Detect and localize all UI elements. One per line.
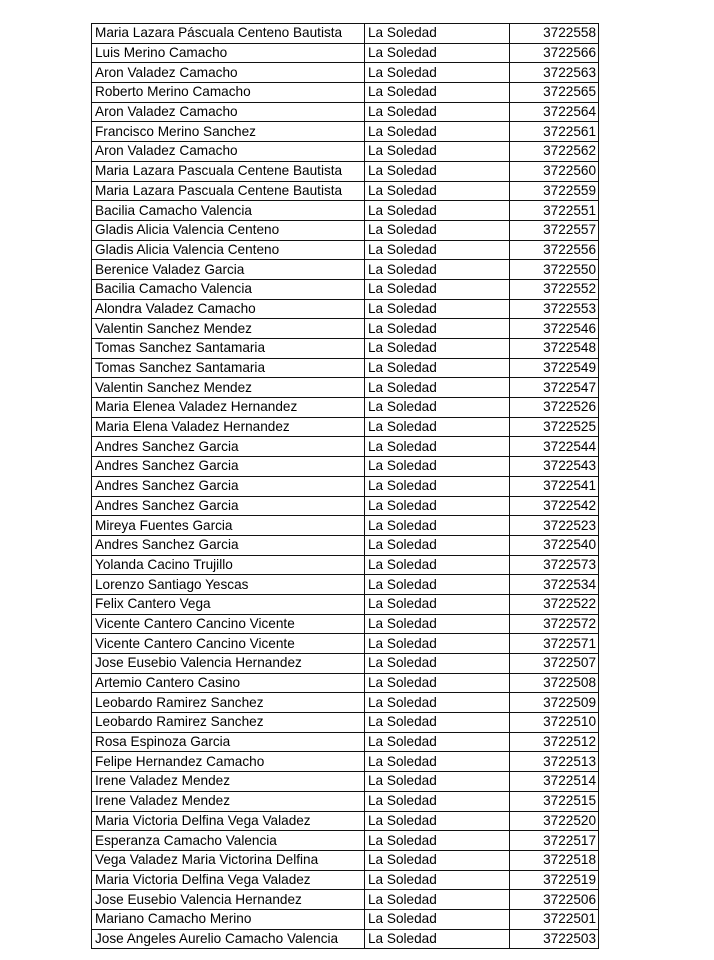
id-cell: 3722563 <box>510 63 599 83</box>
location-cell: La Soledad <box>365 24 510 44</box>
id-cell: 3722510 <box>510 713 599 733</box>
location-cell: La Soledad <box>365 279 510 299</box>
table-row <box>92 870 599 890</box>
name-cell: Rosa Espinoza Garcia <box>92 732 365 752</box>
name-cell: Andres Sanchez Garcia <box>92 476 365 496</box>
location-cell: La Soledad <box>365 181 510 201</box>
location-cell: La Soledad <box>365 260 510 280</box>
table-row <box>92 673 599 693</box>
table-row <box>92 398 599 418</box>
location-cell: La Soledad <box>365 654 510 674</box>
name-cell: Vicente Cantero Cancino Vicente <box>92 614 365 634</box>
name-cell: Aron Valadez Camacho <box>92 142 365 162</box>
table-row <box>92 850 599 870</box>
id-cell: 3722572 <box>510 614 599 634</box>
location-cell: La Soledad <box>365 102 510 122</box>
id-cell: 3722503 <box>510 929 599 949</box>
table-row <box>92 240 599 260</box>
location-cell: La Soledad <box>365 535 510 555</box>
location-cell: La Soledad <box>365 437 510 457</box>
table-row <box>92 201 599 221</box>
id-cell: 3722550 <box>510 260 599 280</box>
location-cell: La Soledad <box>365 732 510 752</box>
name-cell: Aron Valadez Camacho <box>92 63 365 83</box>
id-cell: 3722553 <box>510 299 599 319</box>
table-row <box>92 358 599 378</box>
table-row <box>92 299 599 319</box>
name-cell: Valentin Sanchez Mendez <box>92 319 365 339</box>
table-row <box>92 43 599 63</box>
name-cell: Luis Merino Camacho <box>92 43 365 63</box>
id-cell: 3722522 <box>510 594 599 614</box>
location-cell: La Soledad <box>365 791 510 811</box>
table-row <box>92 713 599 733</box>
location-cell: La Soledad <box>365 457 510 477</box>
name-cell: Valentin Sanchez Mendez <box>92 378 365 398</box>
location-cell: La Soledad <box>365 713 510 733</box>
id-cell: 3722508 <box>510 673 599 693</box>
location-cell: La Soledad <box>365 890 510 910</box>
records-table-body <box>92 24 599 949</box>
location-cell: La Soledad <box>365 43 510 63</box>
name-cell: Tomas Sanchez Santamaria <box>92 358 365 378</box>
id-cell: 3722513 <box>510 752 599 772</box>
location-cell: La Soledad <box>365 220 510 240</box>
name-cell: Andres Sanchez Garcia <box>92 457 365 477</box>
table-row <box>92 476 599 496</box>
id-cell: 3722546 <box>510 319 599 339</box>
name-cell: Alondra Valadez Camacho <box>92 299 365 319</box>
name-cell: Leobardo Ramirez Sanchez <box>92 693 365 713</box>
name-cell: Maria Elena Valadez Hernandez <box>92 417 365 437</box>
table-row <box>92 890 599 910</box>
location-cell: La Soledad <box>365 555 510 575</box>
table-row <box>92 260 599 280</box>
id-cell: 3722560 <box>510 161 599 181</box>
table-row <box>92 378 599 398</box>
name-cell: Maria Victoria Delfina Vega Valadez <box>92 811 365 831</box>
location-cell: La Soledad <box>365 575 510 595</box>
name-cell: Felipe Hernandez Camacho <box>92 752 365 772</box>
location-cell: La Soledad <box>365 378 510 398</box>
id-cell: 3722541 <box>510 476 599 496</box>
table-row <box>92 791 599 811</box>
id-cell: 3722525 <box>510 417 599 437</box>
id-cell: 3722520 <box>510 811 599 831</box>
location-cell: La Soledad <box>365 772 510 792</box>
id-cell: 3722551 <box>510 201 599 221</box>
table-row <box>92 575 599 595</box>
table-row <box>92 831 599 851</box>
name-cell: Vicente Cantero Cancino Vicente <box>92 634 365 654</box>
table-row <box>92 319 599 339</box>
name-cell: Gladis Alicia Valencia Centeno <box>92 220 365 240</box>
location-cell: La Soledad <box>365 240 510 260</box>
table-row <box>92 102 599 122</box>
location-cell: La Soledad <box>365 142 510 162</box>
location-cell: La Soledad <box>365 693 510 713</box>
location-cell: La Soledad <box>365 299 510 319</box>
name-cell: Roberto Merino Camacho <box>92 83 365 103</box>
table-row <box>92 220 599 240</box>
name-cell: Maria Lazara Páscuala Centeno Bautista <box>92 24 365 44</box>
location-cell: La Soledad <box>365 476 510 496</box>
id-cell: 3722512 <box>510 732 599 752</box>
table-row <box>92 811 599 831</box>
location-cell: La Soledad <box>365 83 510 103</box>
table-row <box>92 142 599 162</box>
location-cell: La Soledad <box>365 634 510 654</box>
name-cell: Lorenzo Santiago Yescas <box>92 575 365 595</box>
location-cell: La Soledad <box>365 811 510 831</box>
name-cell: Gladis Alicia Valencia Centeno <box>92 240 365 260</box>
id-cell: 3722507 <box>510 654 599 674</box>
table-row <box>92 614 599 634</box>
name-cell: Mireya Fuentes Garcia <box>92 516 365 536</box>
location-cell: La Soledad <box>365 417 510 437</box>
table-row <box>92 83 599 103</box>
location-cell: La Soledad <box>365 516 510 536</box>
id-cell: 3722571 <box>510 634 599 654</box>
name-cell: Aron Valadez Camacho <box>92 102 365 122</box>
table-row <box>92 594 599 614</box>
id-cell: 3722515 <box>510 791 599 811</box>
name-cell: Maria Victoria Delfina Vega Valadez <box>92 870 365 890</box>
id-cell: 3722556 <box>510 240 599 260</box>
table-row <box>92 634 599 654</box>
id-cell: 3722573 <box>510 555 599 575</box>
table-row <box>92 24 599 44</box>
id-cell: 3722519 <box>510 870 599 890</box>
location-cell: La Soledad <box>365 614 510 634</box>
id-cell: 3722540 <box>510 535 599 555</box>
location-cell: La Soledad <box>365 850 510 870</box>
name-cell: Maria Lazara Pascuala Centene Bautista <box>92 161 365 181</box>
id-cell: 3722564 <box>510 102 599 122</box>
table-row <box>92 181 599 201</box>
id-cell: 3722509 <box>510 693 599 713</box>
name-cell: Esperanza Camacho Valencia <box>92 831 365 851</box>
table-row <box>92 339 599 359</box>
id-cell: 3722549 <box>510 358 599 378</box>
location-cell: La Soledad <box>365 673 510 693</box>
table-row <box>92 437 599 457</box>
id-cell: 3722552 <box>510 279 599 299</box>
name-cell: Berenice Valadez Garcia <box>92 260 365 280</box>
location-cell: La Soledad <box>365 161 510 181</box>
name-cell: Maria Elenea Valadez Hernandez <box>92 398 365 418</box>
table-row <box>92 122 599 142</box>
name-cell: Jose Angeles Aurelio Camacho Valencia <box>92 929 365 949</box>
id-cell: 3722548 <box>510 339 599 359</box>
location-cell: La Soledad <box>365 870 510 890</box>
id-cell: 3722544 <box>510 437 599 457</box>
table-row <box>92 693 599 713</box>
location-cell: La Soledad <box>365 831 510 851</box>
name-cell: Jose Eusebio Valencia Hernandez <box>92 890 365 910</box>
name-cell: Mariano Camacho Merino <box>92 909 365 929</box>
location-cell: La Soledad <box>365 398 510 418</box>
name-cell: Bacilia Camacho Valencia <box>92 279 365 299</box>
table-row <box>92 496 599 516</box>
name-cell: Maria Lazara Pascuala Centene Bautista <box>92 181 365 201</box>
name-cell: Andres Sanchez Garcia <box>92 496 365 516</box>
table-row <box>92 772 599 792</box>
id-cell: 3722501 <box>510 909 599 929</box>
id-cell: 3722566 <box>510 43 599 63</box>
id-cell: 3722565 <box>510 83 599 103</box>
name-cell: Tomas Sanchez Santamaria <box>92 339 365 359</box>
table-row <box>92 654 599 674</box>
location-cell: La Soledad <box>365 319 510 339</box>
table-row <box>92 535 599 555</box>
location-cell: La Soledad <box>365 496 510 516</box>
id-cell: 3722534 <box>510 575 599 595</box>
location-cell: La Soledad <box>365 358 510 378</box>
location-cell: La Soledad <box>365 201 510 221</box>
location-cell: La Soledad <box>365 929 510 949</box>
id-cell: 3722543 <box>510 457 599 477</box>
id-cell: 3722517 <box>510 831 599 851</box>
location-cell: La Soledad <box>365 63 510 83</box>
table-row <box>92 161 599 181</box>
id-cell: 3722542 <box>510 496 599 516</box>
name-cell: Andres Sanchez Garcia <box>92 535 365 555</box>
id-cell: 3722557 <box>510 220 599 240</box>
id-cell: 3722562 <box>510 142 599 162</box>
records-table <box>91 23 599 949</box>
location-cell: La Soledad <box>365 594 510 614</box>
location-cell: La Soledad <box>365 122 510 142</box>
id-cell: 3722523 <box>510 516 599 536</box>
id-cell: 3722518 <box>510 850 599 870</box>
id-cell: 3722514 <box>510 772 599 792</box>
name-cell: Leobardo Ramirez Sanchez <box>92 713 365 733</box>
name-cell: Felix Cantero Vega <box>92 594 365 614</box>
table-row <box>92 279 599 299</box>
table-row <box>92 752 599 772</box>
name-cell: Vega Valadez Maria Victorina Delfina <box>92 850 365 870</box>
name-cell: Jose Eusebio Valencia Hernandez <box>92 654 365 674</box>
table-row <box>92 457 599 477</box>
id-cell: 3722547 <box>510 378 599 398</box>
table-row <box>92 909 599 929</box>
table-row <box>92 417 599 437</box>
id-cell: 3722558 <box>510 24 599 44</box>
location-cell: La Soledad <box>365 752 510 772</box>
table-row <box>92 516 599 536</box>
table-row <box>92 63 599 83</box>
table-row <box>92 732 599 752</box>
table-row <box>92 555 599 575</box>
id-cell: 3722506 <box>510 890 599 910</box>
name-cell: Andres Sanchez Garcia <box>92 437 365 457</box>
id-cell: 3722526 <box>510 398 599 418</box>
id-cell: 3722561 <box>510 122 599 142</box>
name-cell: Irene Valadez Mendez <box>92 772 365 792</box>
location-cell: La Soledad <box>365 339 510 359</box>
table-row <box>92 929 599 949</box>
name-cell: Yolanda Cacino Trujillo <box>92 555 365 575</box>
name-cell: Irene Valadez Mendez <box>92 791 365 811</box>
name-cell: Francisco Merino Sanchez <box>92 122 365 142</box>
location-cell: La Soledad <box>365 909 510 929</box>
id-cell: 3722559 <box>510 181 599 201</box>
name-cell: Bacilia Camacho Valencia <box>92 201 365 221</box>
name-cell: Artemio Cantero Casino <box>92 673 365 693</box>
